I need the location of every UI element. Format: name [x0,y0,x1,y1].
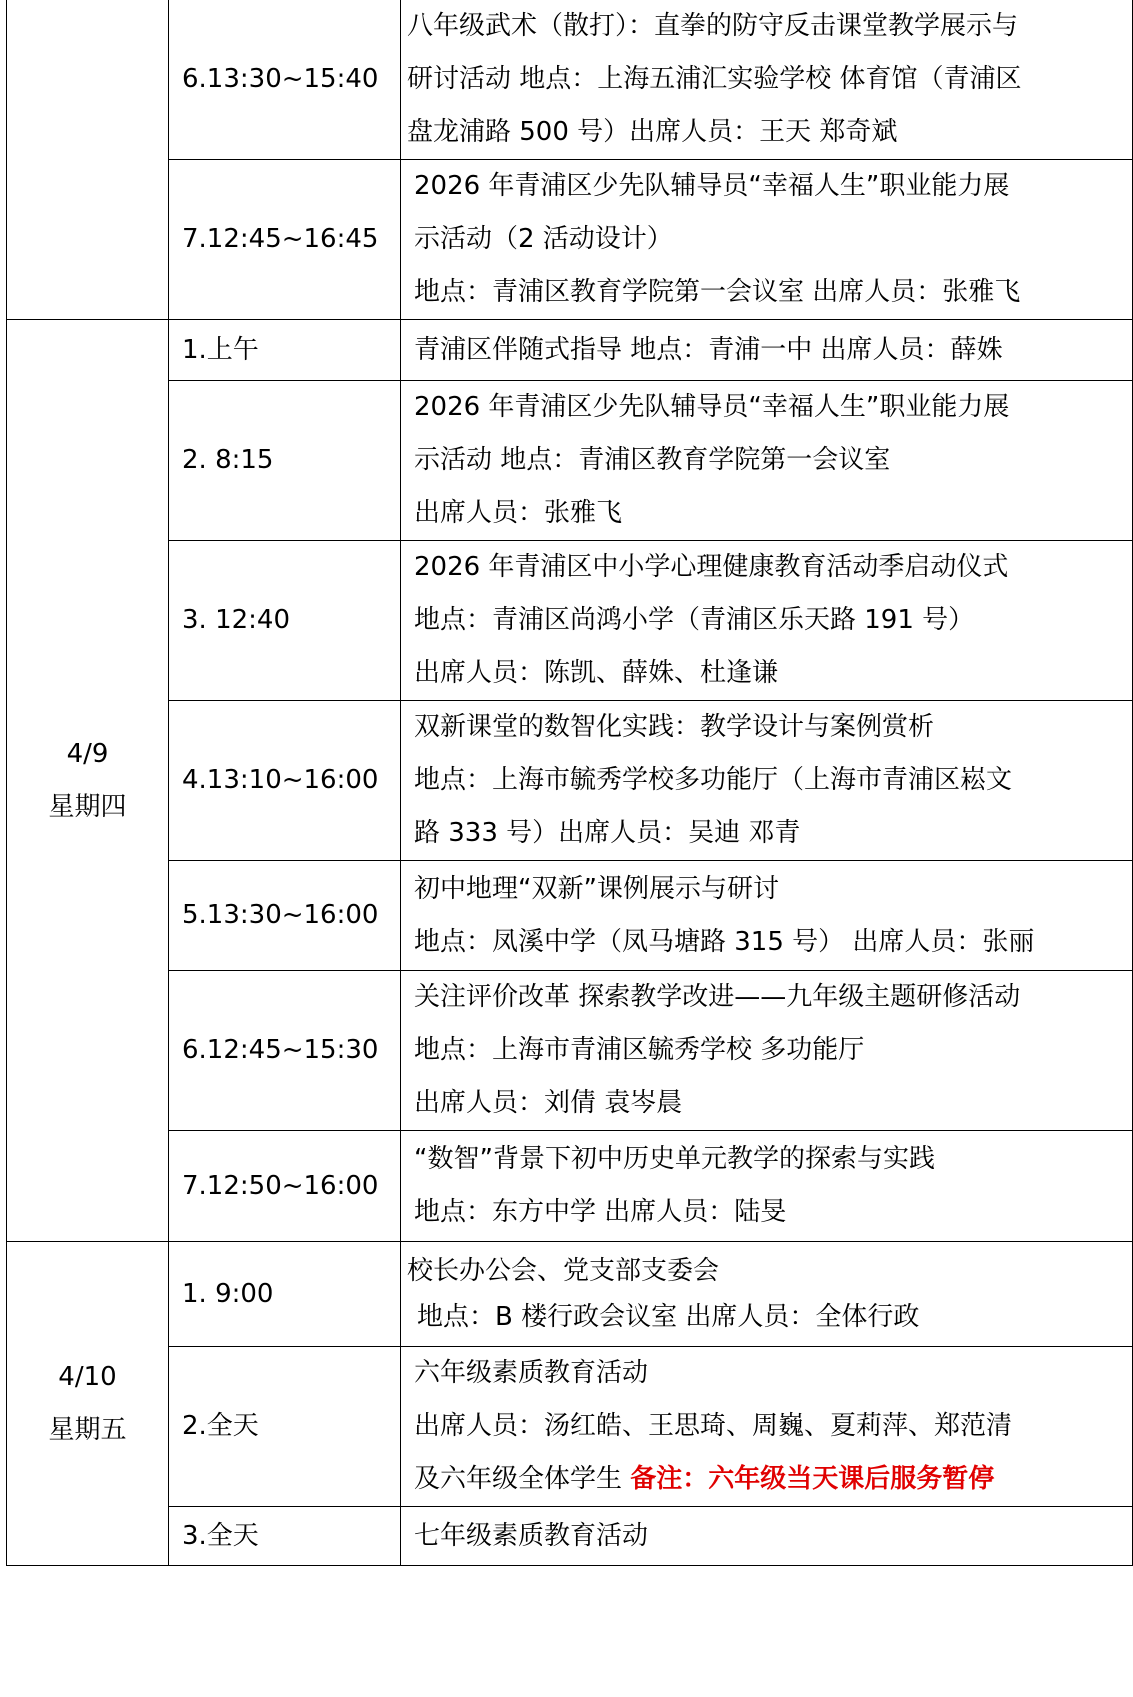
event-line: 研讨活动 地点：上海五浦汇实验学校 体育馆（青浦区 [407,64,1022,94]
event-line: 地点：青浦区尚鸿小学（青浦区乐天路 191 号） [414,605,975,635]
event-description [401,1242,1133,1347]
event-line: 出席人员：汤红皓、王思琦、周巍、夏莉萍、郑范清 [414,1411,1013,1441]
table-row [7,861,1133,971]
schedule-table [6,0,1133,1566]
event-line: 地点：上海市毓秀学校多功能厅（上海市青浦区崧文 [414,765,1013,795]
event-line: 七年级素质教育活动 [414,1520,649,1551]
event-description [401,541,1133,701]
event-line: 关注评价改革 探索教学改进——九年级主题研修活动 [414,982,1021,1012]
day-date: 4/9 [66,738,109,769]
table-row [7,0,1133,160]
table-row [7,701,1133,861]
table-row [7,541,1133,701]
event-line: 双新课堂的数智化实践：教学设计与案例赏析 [414,712,935,742]
event-time: 4.13:10~16:00 [169,701,401,861]
event-time: 1. 9:00 [169,1242,401,1347]
event-description [401,1507,1133,1566]
event-time: 7.12:50~16:00 [169,1131,401,1242]
table-row [7,160,1133,320]
table-row [7,381,1133,541]
event-line: 地点：青浦区教育学院第一会议室 出席人员：张雅飞 [414,277,1021,307]
table-row [7,1347,1133,1507]
day-cell [7,1242,169,1566]
event-line: 2026 年青浦区中小学心理健康教育活动季启动仪式 [414,552,1009,582]
event-description [401,381,1133,541]
event-time: 6.12:45~15:30 [169,971,401,1131]
event-line: 六年级素质教育活动 [414,1358,649,1388]
event-time: 2.全天 [169,1347,401,1507]
event-line: 示活动 地点：青浦区教育学院第一会议室 [414,445,891,475]
table-row [7,1131,1133,1242]
event-line: 路 333 号）出席人员：吴迪 邓青 [414,818,801,848]
event-line [414,1453,1128,1506]
event-description [401,1131,1133,1242]
event-line: “数智”背景下初中历史单元教学的探索与实践 [414,1144,935,1174]
event-line: 2026 年青浦区少先队辅导员“幸福人生”职业能力展 [414,392,1010,422]
event-line: 示活动（2 活动设计） [414,224,673,254]
event-time: 3. 12:40 [169,541,401,701]
day-cell [7,320,169,1242]
day-cell [7,0,169,320]
event-description [401,861,1133,971]
event-description [401,160,1133,320]
event-line: 出席人员：刘倩 袁岑晨 [414,1088,683,1118]
event-line: 地点：东方中学 出席人员：陆旻 [414,1197,787,1227]
day-weekday: 星期四 [48,791,127,822]
table-row [7,320,1133,381]
event-description [401,971,1133,1131]
event-line: 初中地理“双新”课例展示与研讨 [414,873,779,904]
day-date: 4/10 [58,1361,117,1392]
event-time: 3.全天 [169,1507,401,1566]
event-time: 2. 8:15 [169,381,401,541]
event-time: 7.12:45~16:45 [169,160,401,320]
event-line: 地点：上海市青浦区毓秀学校 多功能厅 [414,1035,865,1065]
event-line: 盘龙浦路 500 号）出席人员：王天 郑奇斌 [407,117,898,147]
event-description [401,0,1133,160]
day-weekday: 星期五 [48,1414,127,1445]
event-description [401,701,1133,861]
event-time: 5.13:30~16:00 [169,861,401,971]
table-row [7,1507,1133,1566]
table-row [7,971,1133,1131]
event-line: 2026 年青浦区少先队辅导员“幸福人生”职业能力展 [414,171,1010,201]
event-line: 校长办公会、党支部支委会 [407,1256,720,1286]
event-line: 青浦区伴随式指导 地点：青浦一中 出席人员：薛姝 [414,334,1003,365]
event-time: 1.上午 [169,320,401,381]
event-remark: 备注：六年级当天课后服务暂停 [630,1464,995,1494]
event-line: 出席人员：张雅飞 [414,498,623,528]
event-description [401,320,1133,381]
event-line: 地点：凤溪中学（凤马塘路 315 号） 出席人员：张丽 [414,926,1035,957]
event-line: 出席人员：陈凯、薛姝、杜逢谦 [414,658,779,688]
event-description [401,1347,1133,1507]
table-row [7,1242,1133,1347]
event-line: 地点：B 楼行政会议室 出席人员：全体行政 [417,1302,920,1332]
event-line: 八年级武术（散打）：直拳的防守反击课堂教学展示与 [407,11,1019,41]
event-line-text: 及六年级全体学生 [414,1464,631,1494]
event-time: 6.13:30~15:40 [169,0,401,160]
